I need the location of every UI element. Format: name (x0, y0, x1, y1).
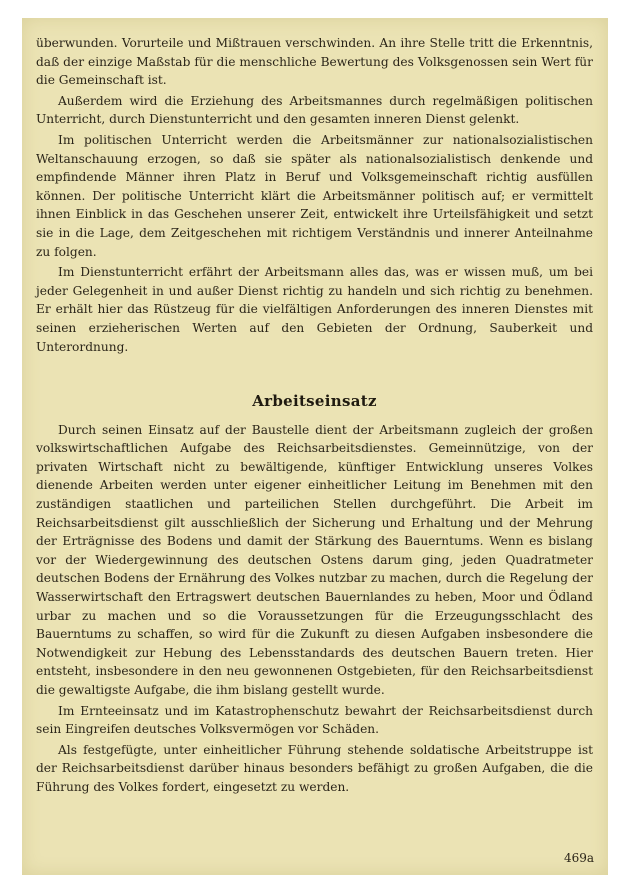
paragraph-section-2: Im Ernteeinsatz und im Katastrophenschutz bewahrt der Reichsarbeitsdienst durch sein Eingreifen deutsches Volksvermögen vor Schäden. (36, 703, 593, 737)
page-number: 469a (563, 851, 594, 865)
page-text (36, 34, 593, 799)
paragraph-intro-1: überwunden. Vorurteile und Mißtrauen verschwinden. An ihre Stelle tritt die Erkenntnis, daß der einzige Maßstab für die menschliche Bewertung des Volksgenossen sein Wert für die Gemeinschaft ist. (36, 36, 593, 88)
paragraph-section-1: Durch seinen Einsatz auf der Baustelle dient der Arbeitsmann zugleich der großen volkswirtschaftlichen Aufgabe des Reichsarbeitsdienstes. Gemeinnützige, von der privaten Wirtschaft nicht zu bewältigende, künftiger Entwicklung unseres Volkes dienende Arbeiten werden unter eigener einheitlicher Leitung im Benehmen mit den zuständigen staatlichen und parteilichen Stellen durchgeführt. Die Arbeit im Reichsarbeitsdienst gilt ausschließlich der Sicherung und Erhaltung und der Mehrung der Erträgnisse des Bodens und damit der Stärkung des Bauerntums. Wenn es bislang vor der Wiedergewinnung des deutschen Ostens darum ging, jeden Quadratmeter deutschen Bodens der Ernährung des Volkes nutzbar zu machen, durch die Regelung der Wasserwirtschaft den Ertragswert deutschen Bauernlandes zu heben, Moor und Ödland urbar zu machen und so die Voraussetzungen für die Erzeugungsschlacht des Bauerntums zu schaffen, so wird für die Zukunft zu diesen Aufgaben insbesondere die Notwendigkeit zur Hebung des Lebensstandards des deutschen Bauern treten. Hier entsteht, insbesondere in den neu gewonnenen Ostgebieten, für den Reichsarbeitsdienst die gewaltigste Aufgabe, die ihm bislang gestellt wurde. (36, 422, 593, 697)
section-heading: Arbeitseinsatz (252, 392, 377, 411)
document-page (22, 18, 608, 875)
paragraph-intro-3: Im politischen Unterricht werden die Arbeitsmänner zur nationalsozialistischen Weltanschauung erzogen, so daß sie später als nationalsozialistisch denkende und empfindende Männer ihren Platz in Beruf und Volksgemeinschaft richtig ausfüllen können. Der politische Unterricht klärt die Arbeitsmänner politisch auf; er vermittelt ihnen Einblick in das Geschehen unserer Zeit, entwickelt ihre Urteilsfähigkeit und setzt sie in die Lage, dem Zeitgeschehen mit richtigem Verständnis und innerer Anteilnahme zu folgen. (36, 132, 593, 259)
paragraph-intro-4: Im Dienstunterricht erfährt der Arbeitsmann alles das, was er wissen muß, um bei jeder Gelegenheit in und außer Dienst richtig zu handeln und sich richtig zu benehmen. Er erhält hier das Rüstzeug für die vielfältigen Anforderungen des inneren Dienstes mit seinen erzieherischen Werten auf den Gebieten der Ordnung, Sauberkeit und Unterordnung. (36, 265, 593, 354)
paragraph-section-3: Als festgefügte, unter einheitlicher Führung stehende soldatische Arbeitstruppe ist der Reichsarbeitsdienst darüber hinaus besonders befähigt zu großen Aufgaben, die die Führung des Volkes fordert, eingesetzt zu werden. (36, 742, 593, 794)
paragraph-intro-2: Außerdem wird die Erziehung des Arbeitsmannes durch regelmäßigen politischen Unterricht, durch Dienstunterricht und den gesamten inneren Dienst gelenkt. (36, 93, 593, 127)
